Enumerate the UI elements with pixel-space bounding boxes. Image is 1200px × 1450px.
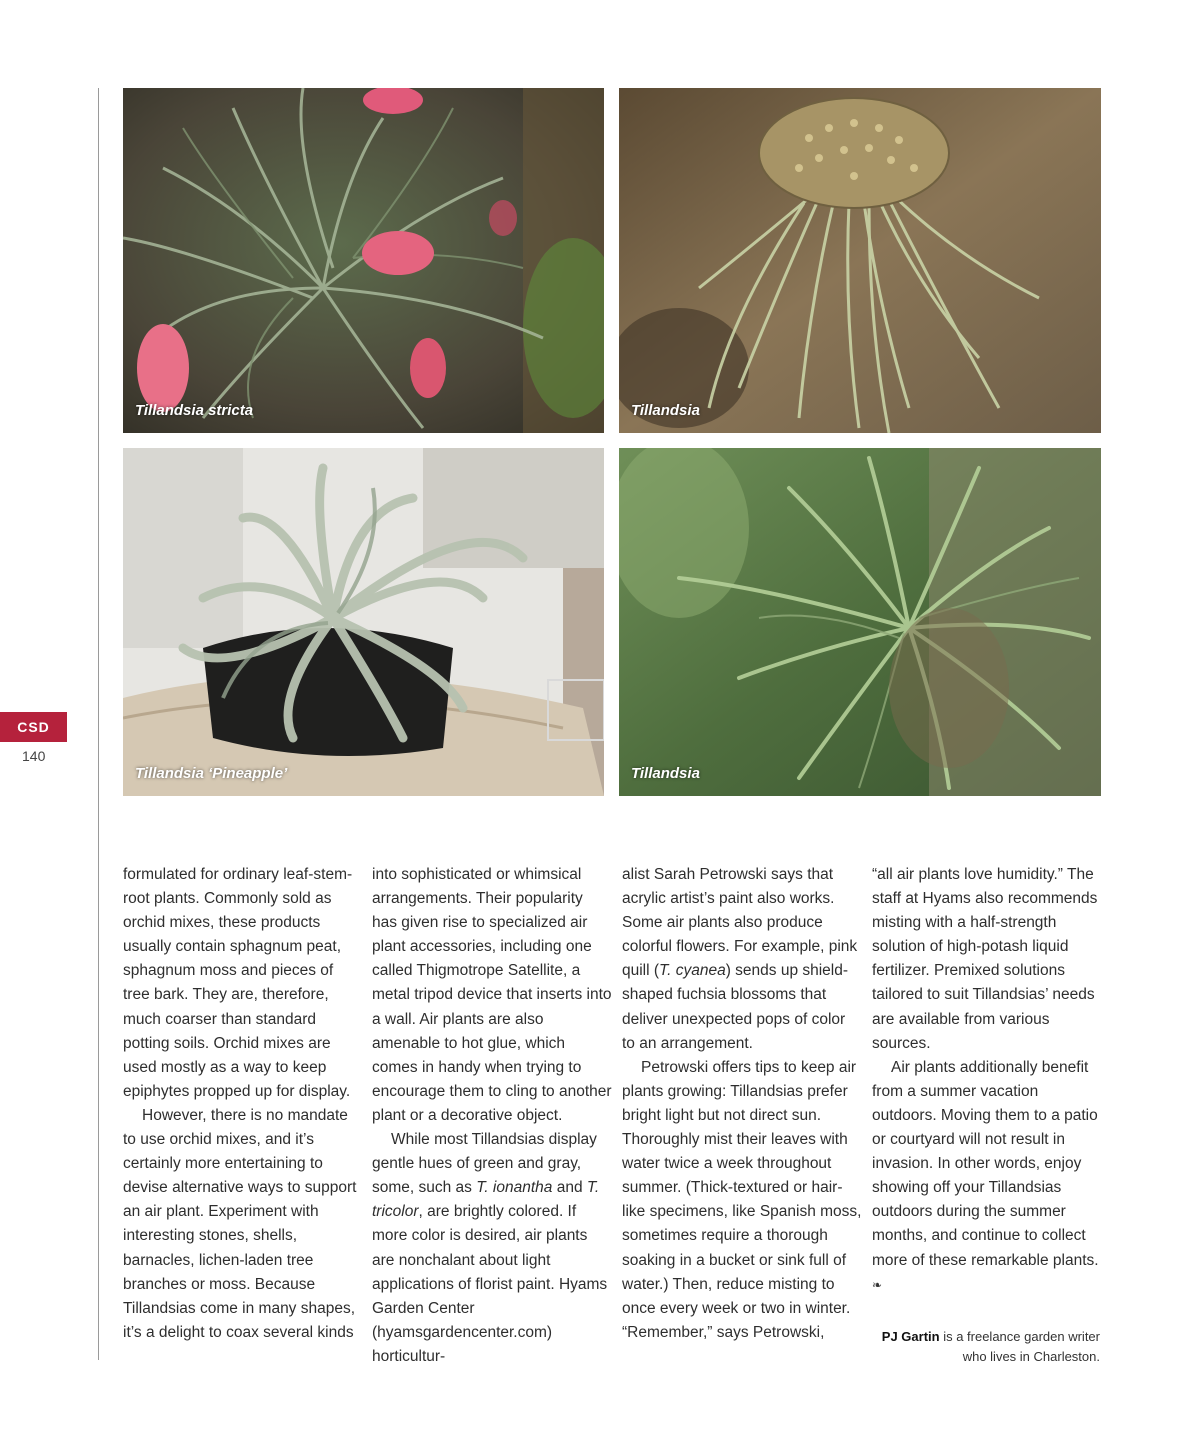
section-tab: CSD xyxy=(0,712,67,742)
margin-rule xyxy=(98,88,99,1360)
article-column-4 xyxy=(872,863,1104,1297)
photo-caption: Tillandsia xyxy=(631,765,700,782)
paragraph: formulated for ordinary leaf-stem-root plants. Commonly sold as orchid mixes, these products usually contain sphagnum peat, sphagnum moss and pieces of tree bark. They are, therefore, much coarser than standard potting soils. Orchid mixes are used mostly as a way to keep epiphytes propped up for display. xyxy=(123,866,353,1100)
paragraph: Petrowski offers tips to keep air plants growing: Tillandsias prefer bright light but not direct sun. Thoroughly mist their leaves with water twice a week throughout summer. (Thick-textured or hair-like specimens, like Spanish moss, sometimes require a thorough soaking in a bucket or sink full of water.) Then, reduce misting to once every week or two in winter. “Remember,” says Petrowski, xyxy=(622,1058,862,1341)
paragraph: into sophisticated or whimsical arrangements. Their popularity has given rise to specialized air plant accessories, including one called Thigmotrope Satellite, a metal tripod device that inserts into a wall. Air plants are also amenable to hot glue, which comes in handy when trying to encourage them to cling to another plant or a decorative object. xyxy=(372,866,612,1124)
text-run: , are brightly colored. If more color is desired, air plants are nonchalant about light applications of florist paint. Hyams Garden Center (hyamsgardencenter.com) horticultur- xyxy=(372,1203,608,1365)
photo-caption: Tillandsia ‘Pineapple’ xyxy=(135,765,288,782)
text-run: Air plants additionally benefit from a summer vacation outdoors. Moving them to a patio or courtyard will not result in invasion. In other words, enjoy showing off your Tillandsias outdoors during the summer months, and continue to collect more of these remarkable plants. xyxy=(872,1058,1099,1269)
author-bio-text: is a freelance garden writer who lives in Charleston. xyxy=(939,1329,1100,1364)
author-bio xyxy=(860,1327,1100,1367)
photo-tillandsia-stricta xyxy=(123,88,604,433)
text-run: and xyxy=(552,1179,587,1197)
paragraph xyxy=(372,1128,612,1369)
photo-tillandsia-urchin xyxy=(619,88,1101,433)
author-name: PJ Gartin xyxy=(881,1329,940,1344)
photo-tillandsia-green xyxy=(619,448,1101,796)
text-run: alist Sarah Petrowski says that acrylic artist’s paint also works. Some air plants also produce colorful flowers. For example, pink quill ( xyxy=(622,866,858,980)
paragraph: However, there is no mandate to use orchid mixes, and it’s certainly more entertaining to devise alternative ways to support an air plant. Experiment with interesting stones, shells, barnacles, lichen-laden tree branches or moss. Because Tillandsias come in many shapes, it’s a delight to coax several kinds xyxy=(123,1106,357,1341)
page-number: 140 xyxy=(22,748,46,764)
end-mark-icon: ❧ xyxy=(872,1277,883,1292)
article-column-1 xyxy=(123,863,363,1345)
text-run: ) sends up shield-shaped fuchsia blossoms that deliver unexpected pops of color to an arrangement. xyxy=(622,962,849,1052)
photo-caption: Tillandsia stricta xyxy=(135,402,254,419)
photo-caption: Tillandsia xyxy=(631,402,700,419)
paragraph: “all air plants love humidity.” The staff at Hyams also recommends misting with a half-strength solution of high-potash liquid fertilizer. Premixed solutions tailored to suit Tillandsias’ needs are available from various sources. xyxy=(872,866,1098,1052)
article-column-2 xyxy=(372,863,612,1369)
species-name: T. ionantha xyxy=(476,1179,553,1197)
article-column-3 xyxy=(622,863,862,1345)
photo-tillandsia-pineapple xyxy=(123,448,604,796)
text-run: While most Tillandsias display gentle hues of green and gray, some, such as xyxy=(372,1131,597,1197)
species-name: T. tricolor xyxy=(372,1179,600,1221)
paragraph xyxy=(622,863,862,1056)
paragraph xyxy=(872,1056,1104,1297)
species-name: T. cyanea xyxy=(659,962,726,980)
